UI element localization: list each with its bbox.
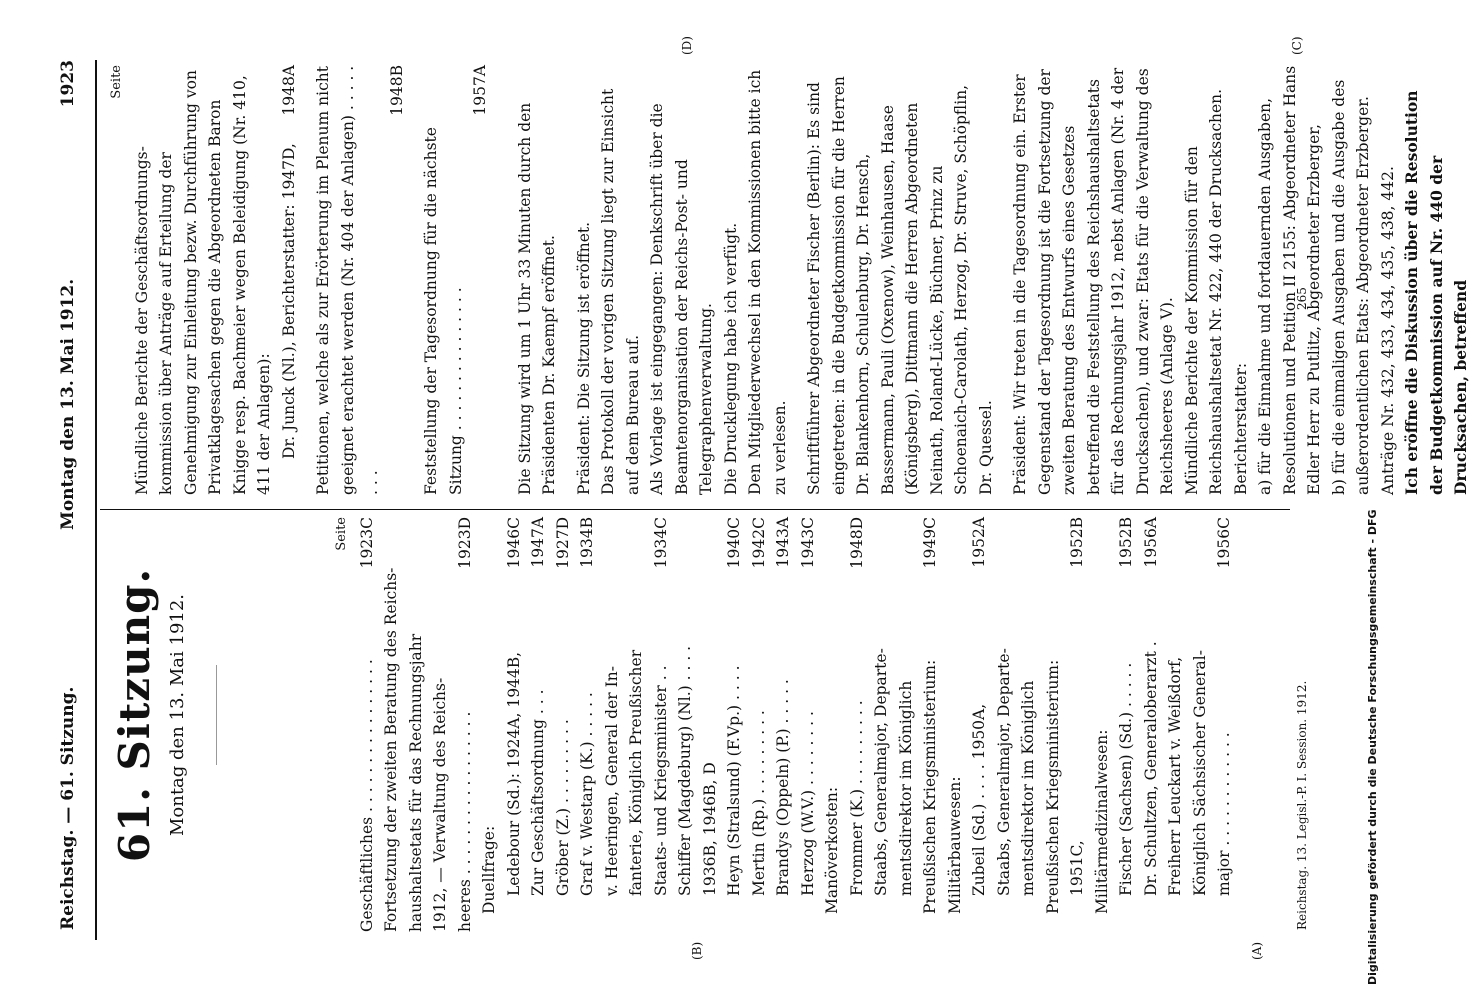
toc-entry: Preußischen Kriegsministerium: — [921, 659, 939, 914]
toc-row — [453, 517, 478, 932]
toc-entry: Staabs, Generalmajor, Departe- — [994, 648, 1013, 896]
toc-page-ref: 1948D — [847, 517, 866, 569]
toc-entry: 1951C, — [1068, 840, 1086, 896]
president-statement-9: a) für die Einnahme und fortdauernden Ausgaben, Resolutionen und Petition II 2155: Abgeordneter Hans Edler Herr zu Putlitz, Abgeordneter Erzberger, — [1256, 65, 1323, 495]
toc-row — [869, 517, 894, 932]
agenda-item-1: Mündliche Berichte der Geschäftsordnungs-kommission über Anträge auf Erteilung der Genehmigung zur Einleitung bezw. Durchführung von Privatklagesachen gegen die Abgeordneten Baron Knigge resp. Bachmeier wegen Beleidigung (Nr. 410, 411 der Anlagen): Dr. Junck (Nl.), Berichterstatter: 1947D, 1948A — [132, 65, 298, 495]
toc-entry: Staats- und Kriegsminister . . — [651, 665, 670, 896]
toc-row — [1065, 517, 1090, 932]
toc-row — [747, 517, 772, 932]
margin-a: (A) — [1250, 941, 1264, 960]
toc-row — [551, 517, 576, 932]
president-statement-1: Präsident: Die Sitzung ist eröffnet. — [574, 221, 593, 495]
toc-row — [1139, 517, 1164, 932]
president-statement-4: Die Drucklegung habe ich verfügt. — [721, 222, 740, 495]
toc-row — [1016, 517, 1041, 932]
toc-row — [992, 517, 1017, 932]
toc-entry: Herzog (W.V.) . . . . . . . . — [798, 711, 817, 896]
toc-page-ref: 1934B — [578, 517, 596, 568]
toc-row — [845, 517, 870, 932]
toc-entry: Brandys (Oppeln) (P.) . . . . . — [774, 679, 792, 896]
toc-row — [796, 517, 821, 932]
footer-page: 265 — [1295, 287, 1309, 310]
toc-row — [1188, 517, 1213, 932]
right-column — [105, 65, 1474, 495]
toc-row — [943, 517, 968, 932]
header-left: Reichstag. — 61. Sitzung. — [58, 686, 78, 930]
toc-page-ref: 1923D — [455, 517, 474, 569]
footer-left: Reichstag. 13. Legisl.-P. I. Session. 1912. — [1295, 680, 1309, 930]
running-header — [58, 40, 88, 960]
toc-entry: Königlich Sächsischer General- — [1190, 650, 1209, 896]
table-of-contents — [330, 517, 1237, 932]
toc-entry: Militärmedizinalwesen: — [1092, 729, 1111, 914]
toc-entry: Zur Geschäftsordnung . . . — [529, 689, 547, 896]
toc-entry: Freiherr Leuckart v. Weißdorf, — [1166, 656, 1184, 896]
president-statement-5: Den Mitgliederwechsel in den Kommissionen bitte ich zu verlesen. — [746, 69, 789, 495]
toc-page-ref: 1923C — [357, 517, 376, 569]
toc-row — [1212, 517, 1237, 932]
toc-row — [502, 517, 527, 932]
header-center: Montag den 13. Mai 1912. — [58, 278, 78, 530]
toc-row — [1163, 517, 1188, 932]
session-title-block — [110, 525, 217, 905]
toc-page-ref: 1942C — [749, 517, 768, 569]
toc-row — [1041, 517, 1066, 932]
agenda-item-3: Feststellung der Tagesordnung für die nächste Sitzung . . . . . . . . . . . . . . . 1957A — [422, 65, 489, 495]
toc-row — [379, 517, 404, 932]
toc-entry: mentsdirektor im Königlich — [1019, 680, 1037, 896]
margin-b: (B) — [690, 941, 704, 960]
toc-entry: Duellfrage: — [480, 825, 498, 914]
toc-page-ref: 1940C — [725, 517, 743, 569]
session-date: Montag den 13. Mai 1912. — [167, 593, 188, 837]
president-statement-12: Ich eröffne die Diskussion über die Resolution der Budgetkommission auf Nr. 440 der Drucksachen, betreffend — [1402, 90, 1470, 495]
toc-row — [355, 517, 380, 932]
toc-entry: Militärbauwesen: — [945, 776, 964, 914]
toc-entry: Fortsetzung der zweiten Beratung des Reichs- — [382, 567, 400, 932]
toc-entry: haushaltsetats für das Rechnungsjahr — [406, 633, 425, 932]
toc-entry: Mertin (Rp.) . . . . . . . . . — [749, 710, 768, 896]
toc-row — [894, 517, 919, 932]
toc-page-ref: 1927D — [553, 517, 572, 569]
title-separator — [216, 665, 217, 765]
column-rule — [100, 509, 1290, 510]
toc-entry: Heyn (Stralsund) (F.Vp.) . . . . — [725, 665, 743, 896]
toc-row — [967, 517, 992, 932]
president-statement-3: Als Vorlage ist eingegangen: Denkschrift über die Beamtenorganisation der Reichs-Post- und Telegraphenverwaltung. — [648, 103, 715, 495]
toc-entry: 1936B, 1946B, D — [700, 762, 719, 896]
president-statement-11: Anträge Nr. 432, 433, 434, 435, 438, 442. — [1378, 166, 1397, 495]
toc-row — [600, 517, 625, 932]
header-page-number: 1923 — [58, 60, 78, 108]
secretary-statement: Schriftführer Abgeordneter Fischer (Berlin): Es sind eingetreten: in die Budgetkommission für die Herren Dr. Blankenhorn, Schulenburg, Dr. Hensch, Bassermann, Pauli (Oxenow), Weinhausen, Haase (Königsberg), Dittmann die Herren Abgeordneten Neinath, Roland-Lücke, Büchner, Prinz zu Schoenaich-Carolath, Herzog, Dr. Struve, Schöpflin, Dr. Quessel. — [805, 76, 995, 495]
toc-entry: major . . . . . . . . . . . . — [1215, 732, 1233, 896]
toc-page-ref: 1949C — [921, 517, 939, 569]
toc-entry: Frommer (K.) . . . . . . . . . — [847, 700, 866, 896]
toc-row — [526, 517, 551, 932]
toc-entry: Ledebour (Sd.): 1924A, 1944B, — [504, 651, 523, 896]
toc-row — [404, 517, 429, 932]
toc-entry: Preußischen Kriegsministerium: — [1043, 659, 1062, 914]
toc-row — [1090, 517, 1115, 932]
toc-row — [722, 517, 747, 932]
toc-entry: Dr. Schultzen, Generaloberarzt . — [1141, 641, 1160, 896]
toc-page-ref: 1943C — [798, 517, 817, 569]
toc-row — [649, 517, 674, 932]
toc-entry: fanterie, Königlich Preußischer — [627, 649, 645, 896]
toc-row — [918, 517, 943, 932]
toc-entry: v. Heeringen, General der In- — [602, 666, 621, 896]
president-statement-2: Das Protokoll der vorigen Sitzung liegt zur Einsicht auf dem Bureau auf. — [599, 88, 642, 495]
toc-page-ref: 1952B — [1068, 517, 1086, 568]
toc-entry: heeres . . . . . . . . . . . . . . . . . — [455, 711, 474, 932]
agenda-item-2: Petitionen, welche als zur Erörterung im Plenum nicht geeignet erachtet werden (Nr. 404 der Anlagen) . . . . . . . . 1948B — [314, 65, 406, 495]
toc-row — [673, 517, 698, 932]
toc-entry: Staabs, Generalmajor, Departe- — [872, 648, 890, 896]
toc-seite-label: Seite — [334, 517, 349, 551]
president-statement-6: Präsident: Wir treten in die Tagesordnung ein. Erster Gegenstand der Tagesordnung ist die Fortsetzung der zweiten Beratung des Entwurfs eines Gesetzes betreffend die Feststellung des Reichshaushaltsetats für das Rechnungsjahr 1912, nebst Anlagen (Nr. 4 der Drucksachen), und zwar: Etats für die Verwaltung des Reichsheeres (Anlage V). — [1011, 67, 1176, 495]
president-statement-7: Mündliche Berichte der Kommission für den Reichshaushaltsetat Nr. 422, 440 der Drucksachen. — [1182, 88, 1225, 495]
dfg-credit — [1364, 10, 1382, 990]
toc-page-ref: 1946C — [504, 517, 523, 569]
toc-page-ref: 1934C — [651, 517, 670, 569]
toc-page-ref: 1947A — [529, 517, 547, 568]
toc-entry: mentsdirektor im Königlich — [896, 680, 915, 896]
toc-entry: Schiffer (Magdeburg) (Nl.) . . . . — [676, 645, 694, 896]
toc-row — [820, 517, 845, 932]
toc-row — [477, 517, 502, 932]
president-statement-10: b) für die einmaligen Ausgaben und die Ausgabe des außerordentlichen Etats: Abgeordneter Erzberger. — [1329, 79, 1372, 495]
dfg-credit-text: Digitalisierung gefördert durch die Deutsche Forschungsgemeinschaft - DFG — [1366, 509, 1379, 985]
president-statement-8: Berichterstatter: — [1231, 362, 1250, 495]
toc-entry: Geschäftliches . . . . . . . . . . . . . . . . — [357, 659, 376, 932]
toc-page-ref: 1952B — [1117, 517, 1135, 568]
toc-list — [355, 517, 1237, 932]
toc-row — [698, 517, 723, 932]
toc-page-ref: 1952A — [970, 517, 988, 568]
margin-d: (D) — [680, 36, 694, 55]
margin-c: (C) — [1290, 36, 1304, 55]
session-title: 61. Sitzung. — [110, 567, 159, 863]
toc-row — [428, 517, 453, 932]
right-seite-label: Seite — [109, 65, 124, 99]
toc-page-ref: 1956A — [1141, 517, 1160, 568]
toc-entry: Gröber (Z.) . . . . . . . . . — [553, 719, 572, 896]
toc-page-ref: 1943A — [774, 517, 792, 568]
toc-entry: Graf v. Westarp (K.) . . . . . — [578, 692, 596, 896]
toc-row — [575, 517, 600, 932]
toc-entry: Fischer (Sachsen) (Sd.) . . . . . — [1117, 662, 1135, 896]
toc-row — [624, 517, 649, 932]
toc-page-ref: 1956C — [1215, 517, 1233, 569]
toc-entry: Manöverkosten: — [823, 786, 841, 914]
toc-row — [771, 517, 796, 932]
toc-entry: 1912, — Verwaltung des Reichs- — [431, 677, 449, 932]
opening-paragraph: Die Sitzung wird um 1 Uhr 33 Minuten durch den Präsidenten Dr. Kaempf eröffnet. — [515, 102, 558, 495]
toc-row — [1114, 517, 1139, 932]
toc-entry: Zubeil (Sd.) . . . . 1950A, — [970, 703, 988, 896]
header-rule — [95, 60, 97, 940]
